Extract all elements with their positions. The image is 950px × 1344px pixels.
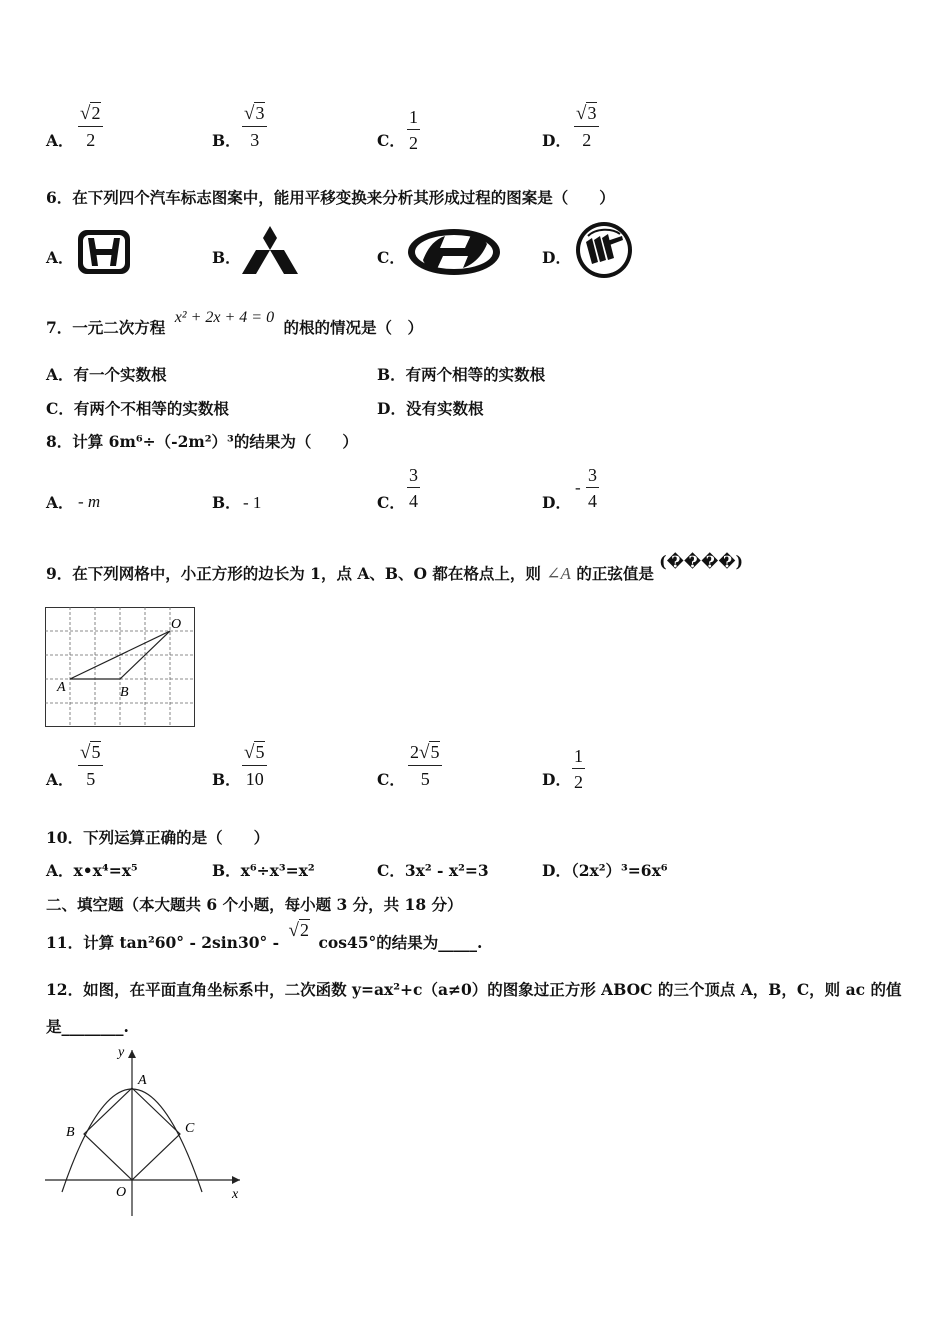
q8-option-d-label: D．	[542, 493, 571, 512]
q5-option-d-label: D．	[542, 131, 571, 150]
q9-option-c-label: C．	[377, 770, 405, 789]
q10-option-d: D．（2x²）³=6x⁶	[542, 861, 668, 880]
q9-point-b: B	[120, 685, 129, 700]
q9-point-a: A	[57, 680, 66, 695]
q7-suffix: 的根的情况是（ ）	[283, 318, 424, 337]
q6-option-c-label: C．	[377, 248, 405, 267]
q8-option-c-value: 3 4	[409, 465, 418, 511]
q9-grid-figure	[45, 607, 197, 729]
q7-option-d: D．没有实数根	[377, 399, 484, 418]
q12-label-c: C	[185, 1121, 195, 1136]
q8-question: 8．计算 6m⁶÷（-2m²）³的结果为（ ）	[46, 432, 358, 451]
q5-option-c-label: C．	[377, 131, 405, 150]
honda-logo-icon	[76, 228, 132, 276]
hyundai-logo-icon	[405, 226, 503, 278]
q5-option-a-label: A．	[46, 131, 74, 150]
q10-question: 10．下列运算正确的是（ ）	[46, 828, 270, 847]
q9-question	[46, 552, 743, 584]
section-2-heading: 二、填空题（本大题共 6 个小题，每小题 3 分，共 18 分）	[46, 895, 463, 914]
q6-question: 6．在下列四个汽车标志图案中，能用平移变换来分析其形成过程的图案是（ ）	[46, 188, 615, 207]
q5-option-b-label: B．	[212, 131, 241, 150]
q12-label-o: O	[116, 1185, 127, 1200]
q8-option-a-label: A．	[46, 493, 74, 512]
q11-suffix: cos45°的结果为_____.	[318, 933, 483, 952]
q12-label-a: A	[138, 1073, 147, 1088]
q7-question	[46, 309, 424, 338]
q11-prefix: 11．计算 tan²60° - 2sin30° -	[46, 933, 280, 952]
q9-option-d-label: D．	[542, 770, 571, 789]
q9-text-prefix: 9．在下列网格中，小正方形的边长为 1，点 A、B、O 都在格点上，则	[46, 564, 541, 583]
q9-option-b-label: B．	[212, 770, 241, 789]
q10-option-a: A．x•x⁴=x⁵	[46, 861, 138, 880]
q12-parabola-figure	[40, 1042, 250, 1220]
q10-option-c: C．3x² - x²=3	[377, 861, 489, 880]
q8-option-c-label: C．	[377, 493, 405, 512]
q5-option-b-value: √3 3	[242, 104, 267, 149]
buick-logo-icon	[574, 220, 634, 280]
q7-option-c: C．有两个不相等的实数根	[46, 399, 229, 418]
q9-angle: ∠A	[546, 564, 571, 583]
q9-text-suffix: 的正弦值是	[576, 564, 654, 583]
q12-question-line1: 12．如图，在平面直角坐标系中，二次函数 y=ax²+c（a≠0）的图象过正方形 ABOC 的三个顶点 A，B，C，则 ac 的值	[46, 980, 902, 999]
q8-option-b-label: B．	[212, 493, 241, 512]
q9-option-d-value: 1 2	[574, 746, 583, 792]
q9-option-b-value: √5 10	[242, 743, 267, 788]
q8-option-d-value: 3 4	[588, 465, 597, 511]
q12-label-y: y	[118, 1045, 125, 1060]
q9-option-a-value: √5 5	[78, 743, 103, 788]
q7-option-b: B．有两个相等的实数根	[377, 365, 546, 384]
q6-option-b-label: B．	[212, 248, 241, 267]
q12-label-b: B	[66, 1125, 75, 1140]
q7-option-a: A．有一个实数根	[46, 365, 167, 384]
q12-label-x: x	[232, 1187, 239, 1202]
q5-option-c-value: 1 2	[409, 107, 418, 153]
q11-root: √2	[288, 920, 309, 941]
q5-option-d-value: √3 2	[574, 104, 599, 149]
q9-option-a-label: A．	[46, 770, 74, 789]
q5-option-a-value: √2 2	[78, 104, 103, 149]
q7-equation: x² + 2x + 4 = 0	[174, 309, 275, 326]
q11-question	[46, 920, 483, 954]
q9-point-o: O	[171, 617, 182, 632]
q12-question-line2: 是________.	[46, 1017, 129, 1036]
q10-option-b: B．x⁶÷x³=x²	[212, 861, 315, 880]
q8-option-a-value: - m	[78, 492, 101, 511]
q7-prefix: 7．一元二次方程	[46, 318, 166, 337]
q6-option-a-label: A．	[46, 248, 74, 267]
q8-option-d-sign: -	[575, 478, 581, 497]
q9-option-c-value: 2√5 5	[408, 743, 442, 788]
q9-garbled-text: (����)	[659, 552, 743, 571]
q6-option-d-label: D．	[542, 248, 571, 267]
q8-option-b-value: - 1	[243, 493, 262, 512]
mitsubishi-logo-icon	[240, 224, 300, 278]
